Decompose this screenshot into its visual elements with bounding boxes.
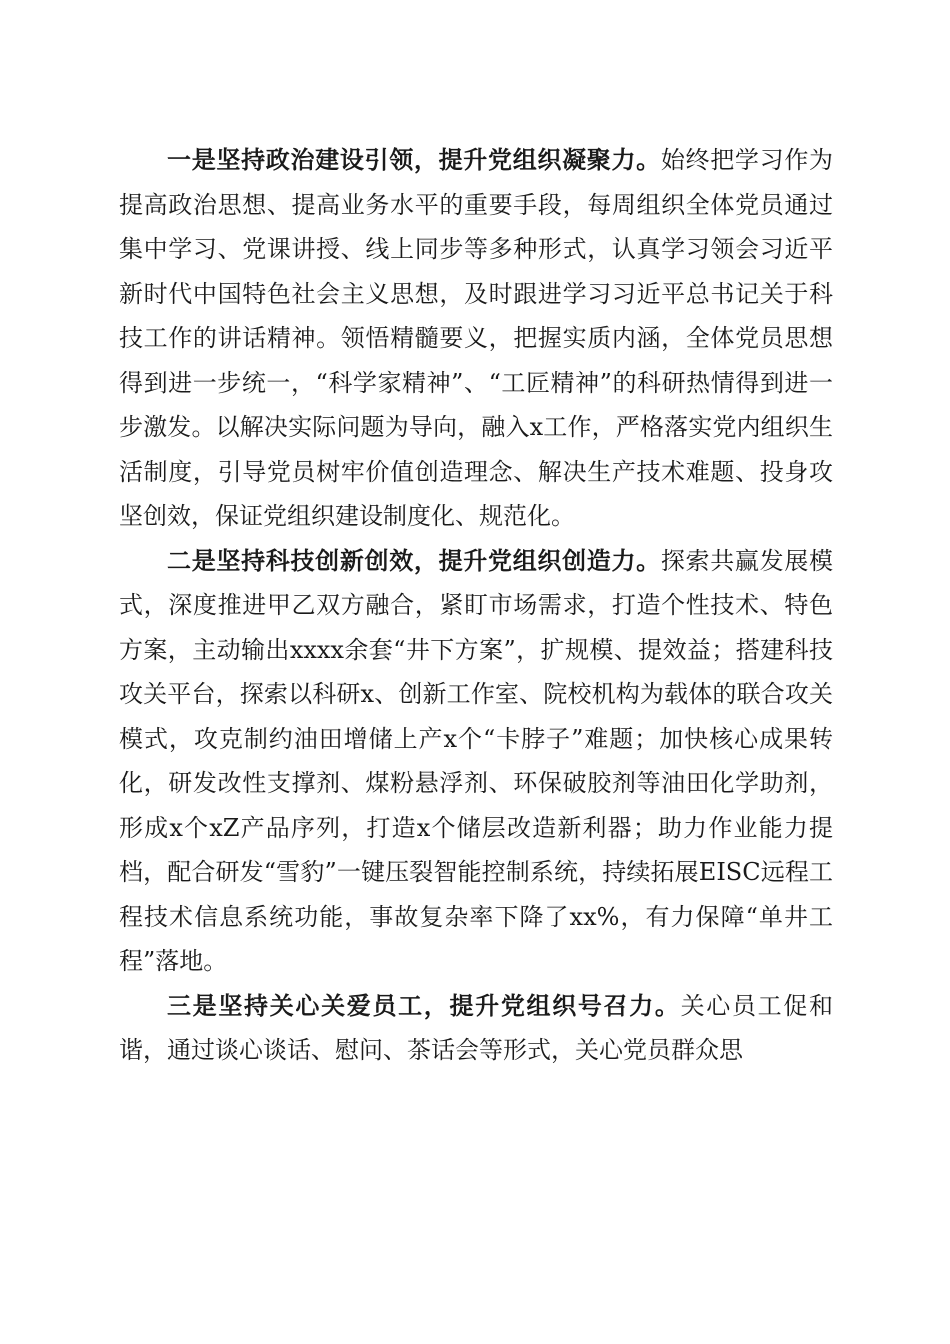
paragraph-political-building — [119, 138, 833, 539]
paragraph-lead: 一是坚持政治建设引领，提升党组织凝聚力。 — [167, 145, 661, 174]
paragraph-text: 探索共赢发展模式，深度推进甲乙双方融合，紧盯市场需求，打造个性技术、特色方案，主动输出xxxx余套“井下方案”，扩规模、提效益；搭建科技攻关平台，探索以科研x、创新工作室、院校机构为载体的联合攻关模式，攻克制约油田增储上产x个“卡脖子”难题；加快核心成果转化，研发改性支撑剂、煤粉悬浮剂、环保破胶剂等油田化学助剂，形成x个xZ产品序列，打造x个储层改造新利器；助力作业能力提档，配合研发“雪豹”一键压裂智能控制系统，持续拓展EISC远程工程技术信息系统功能，事故复杂率下降了xx%，有力保障“单井工程”落地。 — [119, 546, 834, 975]
paragraph-text: 始终把学习作为提高政治思想、提高业务水平的重要手段，每周组织全体党员通过集中学习、党课讲授、线上同步等多种形式，认真学习领会习近平新时代中国特色社会主义思想，及时跟进学习习近平总书记关于科技工作的讲话精神。领悟精髓要义，把握实质内涵，全体党员思想得到进一步统一，“科学家精神”、“工匠精神”的科研热情得到进一步激发。以解决实际问题为导向，融入x工作，严格落实党内组织生活制度，引导党员树牢价值创造理念、解决生产技术难题、投身攻坚创效，保证党组织建设制度化、规范化。 — [119, 146, 834, 530]
paragraph-lead: 二是坚持科技创新创效，提升党组织创造力。 — [167, 545, 661, 575]
paragraph-tech-innovation — [119, 539, 833, 984]
paragraph-text: 关心员工促和谐，通过谈心谈话、慰问、茶话会等形式，关心党员群众思 — [119, 991, 834, 1064]
paragraph-lead: 三是坚持关心关爱员工，提升党组织号召力。 — [167, 990, 681, 1020]
document-body — [119, 138, 833, 1073]
paragraph-employee-care — [119, 984, 833, 1073]
